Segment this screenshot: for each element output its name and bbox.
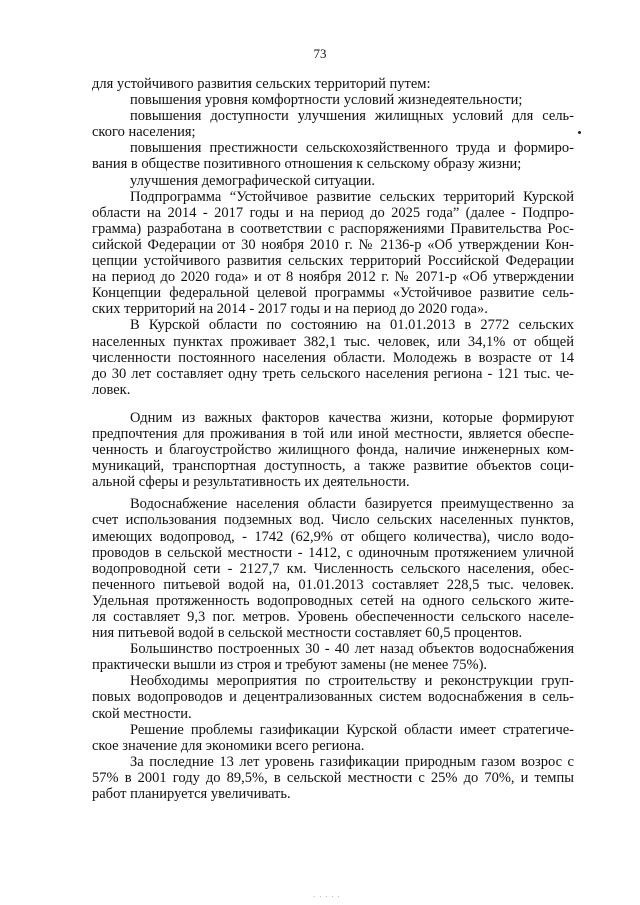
text-line: Решение проблемы газификации Курской области имеет стратегиче-: [130, 721, 574, 738]
text-line: цепции устойчивого развития сельских территорий Российской Федерации: [92, 253, 574, 270]
text-line: ния питьевой водой в сельской местности составляет 60,5 процентов.: [92, 625, 523, 642]
text-line: альной сферы и результативность их деятельности.: [92, 474, 410, 491]
text-line: печенного питьевой водой на, 01.01.2013 составляет 228,5 тыс. человек.: [92, 576, 574, 593]
text-line: для устойчивого развития сельских территорий путем:: [92, 76, 431, 92]
text-line: повышения уровня комфортности условий жизнедеятельности;: [130, 92, 523, 109]
scan-artifact-dots: · · · · ·: [313, 893, 341, 901]
text-line: водопроводной сети - 2127,7 км. Численность сельского населения, обес-: [92, 560, 574, 577]
text-line: Удельная протяженность водопроводных сетей на одного сельского жите-: [92, 592, 574, 609]
text-line: проводов в сельской местности - 1412, с одиночным протяжением уличной: [92, 544, 574, 561]
text-line: ловек.: [92, 381, 131, 398]
text-line: повых водопроводов и децентрализованных систем водоснабжения в сель-: [92, 689, 574, 706]
page-text: [92, 76, 574, 802]
text-line: на период до 2020 года» и от 8 ноября 2012 г. № 2071-р «Об утверждении: [92, 269, 574, 286]
text-line: повышения престижности сельскохозяйственного труда и формиро-: [130, 140, 574, 157]
text-line: повышения доступности улучшения жилищных условий для сель-: [130, 108, 574, 125]
text-line: численности постоянного населения области. Молодежь в возрасте от 14: [92, 349, 574, 366]
text-line: области на 2014 - 2017 годы и на период до 2025 года” (далее - Подпро-: [92, 204, 574, 221]
text-line: практически вышли из строя и требуют замены (не менее 75%).: [92, 657, 488, 674]
text-line: ское значение для экономики всего региона.: [92, 737, 365, 754]
text-line: счет использования подземных вод. Число сельских населенных пунктов,: [92, 512, 574, 529]
text-line: населенных пунктах проживает 382,1 тыс. человек, или 34,1% от общей: [92, 333, 574, 350]
text-line: предпочтения для проживания в той или иной местности, является обеспе-: [92, 425, 574, 442]
text-line: улучшения демографической ситуации.: [130, 172, 376, 189]
text-line: Одним из важных факторов качества жизни, которые формируют: [130, 409, 574, 426]
text-line: Концепции федеральной целевой программы «Устойчивое развитие сель-: [92, 285, 574, 302]
text-line: Водоснабжение населения области базируется преимущественно за: [130, 496, 574, 513]
text-line: ской местности.: [92, 705, 192, 722]
text-line: В Курской области по состоянию на 01.01.2013 в 2772 сельских: [130, 317, 574, 334]
text-line: ских территорий на 2014 - 2017 годы и на период до 2020 года».: [92, 301, 488, 318]
text-line: Большинство построенных 30 - 40 лет назад объектов водоснабжения: [130, 641, 574, 658]
text-line: Необходимы мероприятия по строительству и реконструкции груп-: [130, 673, 574, 690]
page-number: 73: [313, 46, 327, 61]
text-line: вания в обществе позитивного отношения к сельскому образу жизни;: [92, 156, 522, 173]
text-line: муникаций, транспортная доступность, а также развитие объектов соци-: [92, 458, 574, 475]
text-line: За последние 13 лет уровень газификации природным газом возрос с: [130, 753, 574, 770]
scan-speck: [578, 131, 581, 134]
text-line: Подпрограмма “Устойчивое развитие сельских территорий Курской: [130, 188, 574, 205]
text-line: работ планируется увеличивать.: [92, 786, 291, 803]
text-line: грамма) разработана в соответствии с распоряжениями Правительства Рос-: [92, 220, 574, 237]
text-line: сийской Федерации от 30 ноября 2010 г. № 2136-р «Об утверждении Кон-: [92, 236, 574, 253]
text-line: ля составляет 9,3 пог. метров. Уровень обеспеченности сельского населе-: [92, 609, 574, 625]
text-line: имеющих водопровод, - 1742 (62,9% от общего количества), число водо-: [92, 528, 574, 545]
text-line: до 30 лет составляет одну треть сельского населения региона - 121 тыс. че-: [92, 365, 574, 382]
text-line: ченность и благоустройство жилищного фонда, наличие инженерных ком-: [92, 442, 574, 459]
text-line: ского населения;: [92, 124, 196, 141]
text-line: 57% в 2001 году до 89,5%, в сельской местности с 25% до 70%, и темпы: [92, 769, 574, 786]
